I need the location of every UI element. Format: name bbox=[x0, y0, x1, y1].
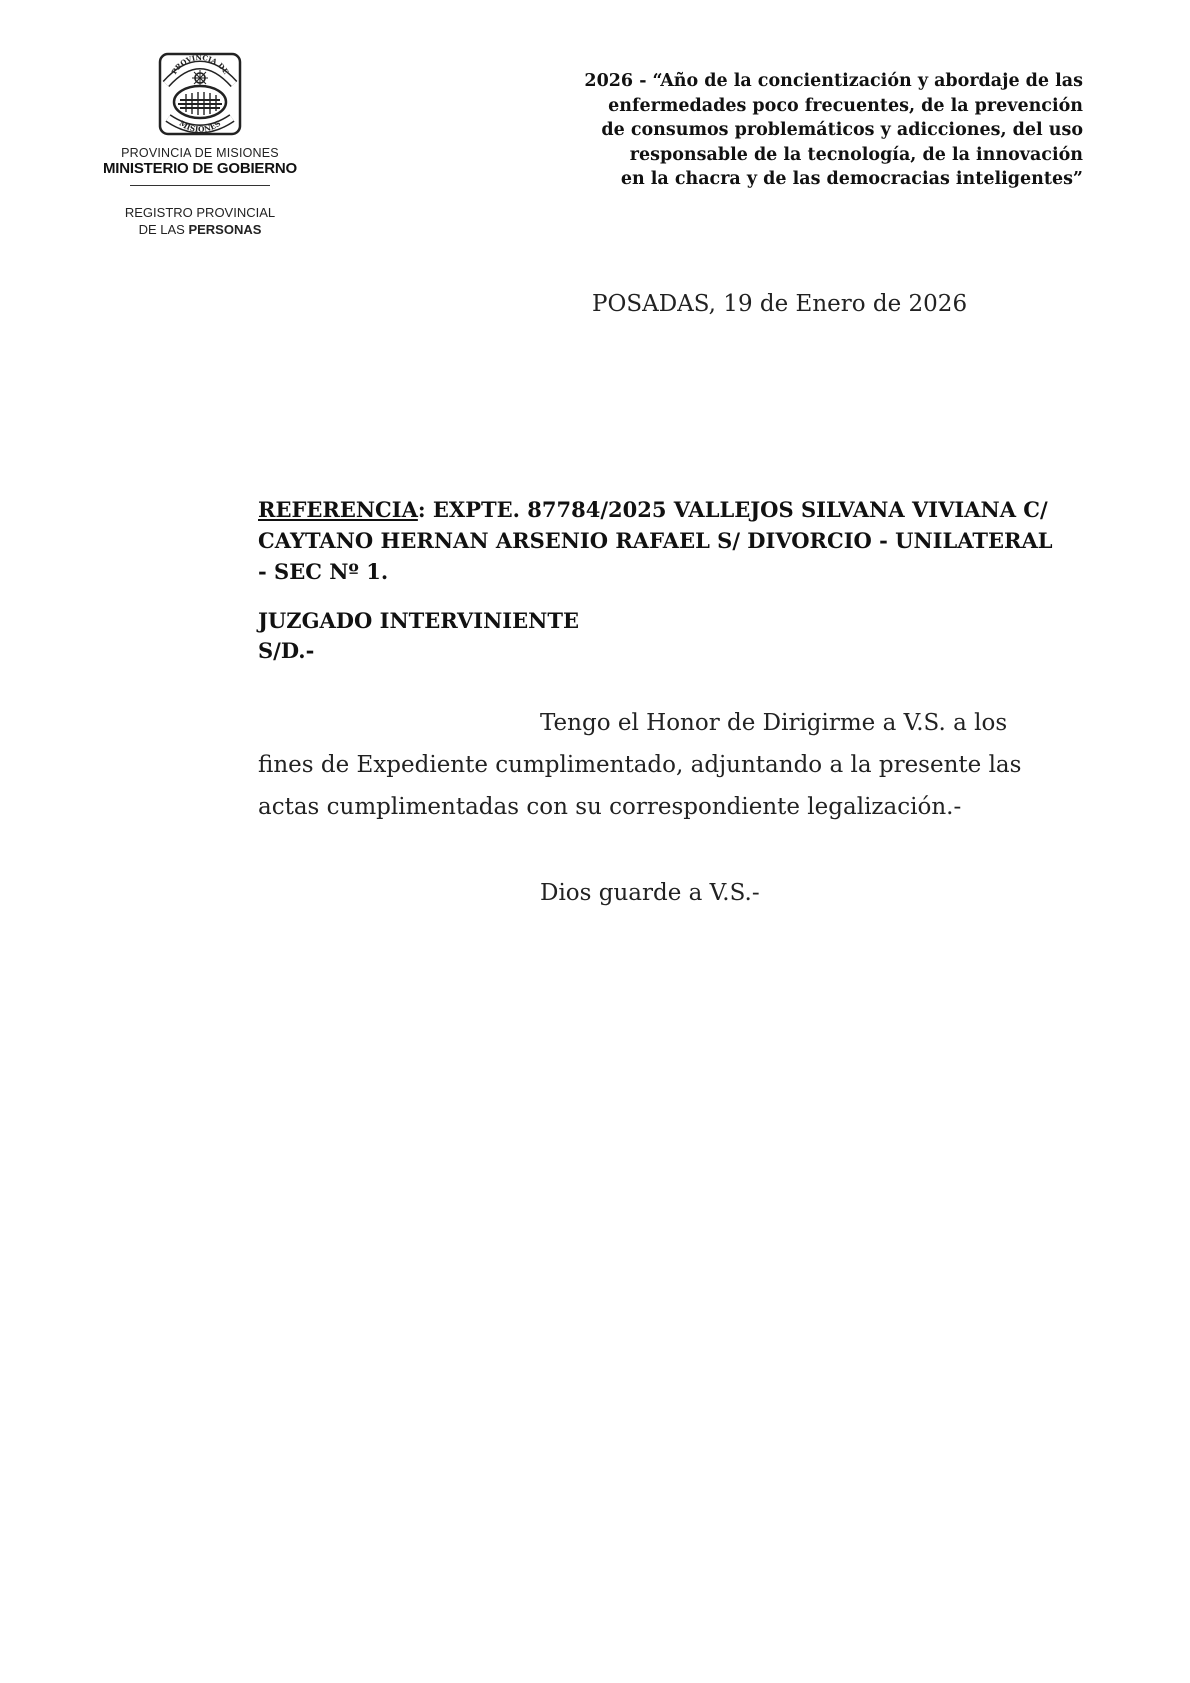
ministry-name: MINISTERIO DE GOBIERNO bbox=[103, 160, 297, 178]
body-line: Tengo el Honor de Dirigirme a V.S. a los bbox=[540, 710, 1008, 736]
reference-label: REFERENCIA bbox=[258, 497, 418, 522]
year-motto bbox=[470, 69, 1083, 192]
svg-text:MISIONES: MISIONES bbox=[177, 118, 223, 134]
addressee-court: JUZGADO INTERVINIENTE bbox=[258, 608, 579, 633]
reference-line-2: CAYTANO HERNAN ARSENIO RAFAEL S/ DIVORCIO - UNILATERAL bbox=[258, 528, 1053, 553]
letter-body bbox=[258, 702, 1078, 828]
province-seal-icon bbox=[154, 48, 246, 140]
registry-bold: PERSONAS bbox=[188, 222, 262, 238]
letterhead-divider bbox=[130, 185, 270, 186]
body-line: actas cumplimentadas con su correspondiente legalización.- bbox=[258, 794, 962, 820]
addressee-sd: S/D.- bbox=[258, 638, 315, 663]
addressee bbox=[258, 606, 579, 666]
svg-text:PROVINCIA DE: PROVINCIA DE bbox=[169, 52, 231, 76]
document-date: POSADAS, 19 de Enero de 2026 bbox=[592, 291, 968, 317]
motto-line: 2026 - “Año de la concientización y abordaje de las bbox=[584, 71, 1083, 91]
closing-salutation: Dios guarde a V.S.- bbox=[540, 880, 760, 906]
motto-line: de consumos problemáticos y adicciones, del uso bbox=[601, 120, 1083, 140]
motto-line: en la chacra y de las democracias inteligentes” bbox=[620, 169, 1083, 189]
letterhead bbox=[70, 48, 330, 239]
reference-line-1-rest: : EXPTE. 87784/2025 VALLEJOS SILVANA VIVIANA C/ bbox=[417, 497, 1048, 522]
province-name: PROVINCIA DE MISIONES bbox=[121, 146, 279, 160]
case-reference bbox=[258, 494, 1118, 587]
body-line: fines de Expediente cumplimentado, adjuntando a la presente las bbox=[258, 752, 1022, 778]
motto-line: responsable de la tecnología, de la innovación bbox=[629, 144, 1083, 165]
reference-line-1 bbox=[258, 494, 1118, 525]
motto-line: enfermedades poco frecuentes, de la prevención bbox=[608, 95, 1083, 116]
registry-name-line1: REGISTRO PROVINCIAL bbox=[124, 204, 276, 220]
registry-name-line2 bbox=[70, 221, 330, 239]
reference-line-3: - SEC Nº 1. bbox=[258, 559, 389, 584]
registry-prefix: DE LAS bbox=[138, 222, 185, 238]
